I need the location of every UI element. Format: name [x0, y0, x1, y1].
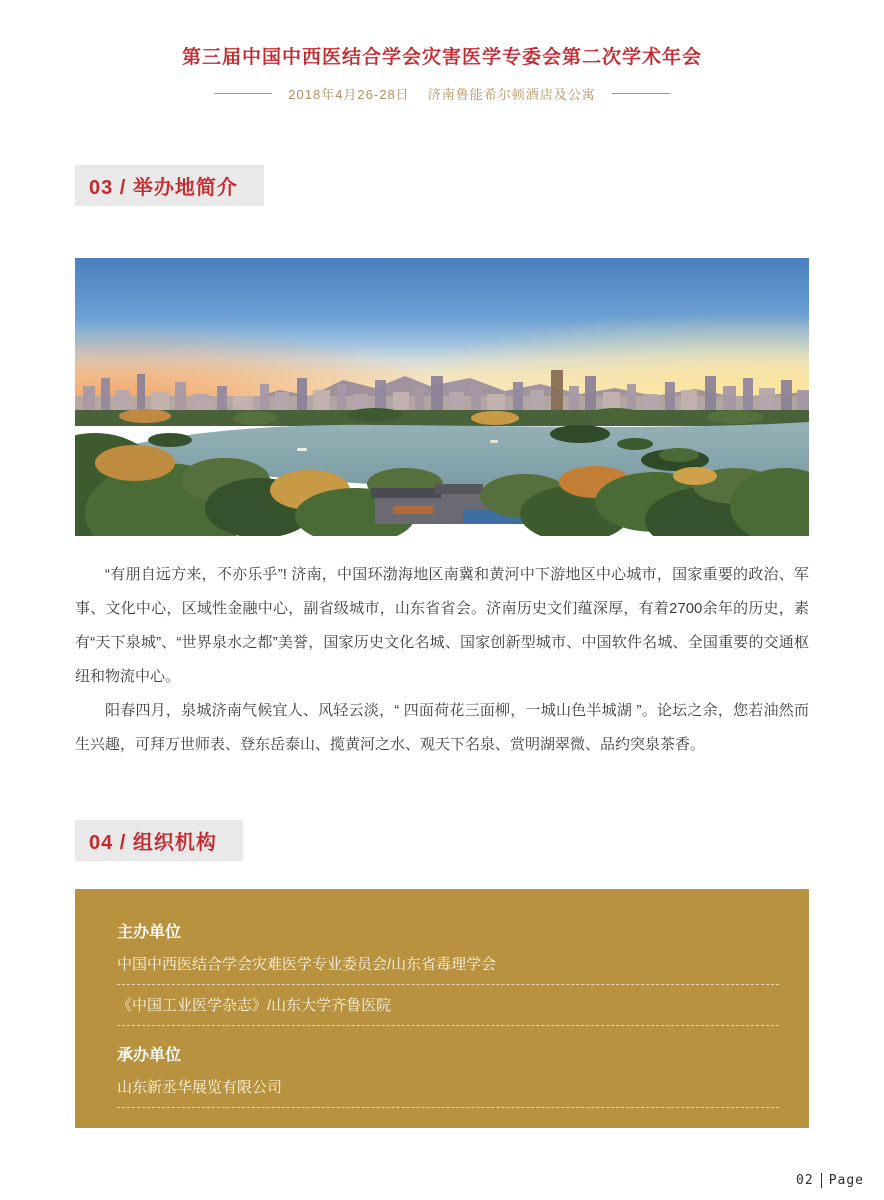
organization-box [75, 889, 809, 1128]
page-label: Page [828, 1173, 864, 1188]
section-title: 举办地简介 [132, 177, 238, 199]
intro-paragraph-1: “有朋自远方来，不亦乐乎”! 济南，中国环渤海地区南冀和黄河中下游地区中心城市，国家重要的政治、军事、文化中心，区域性金融中心，副省级城市，山东省省会。济南历史文们蕴深厚，有着2700余年的历史，素有“天下泉城”、“世界泉水之都”美誉，国家历史文化名城、国家创新型城市、中国软件名城、全国重要的交通枢纽和物流中心。 [75, 566, 809, 685]
conference-venue: 济南鲁能希尔顿酒店及公寓 [427, 87, 596, 102]
section-heading-location [75, 165, 264, 206]
host-label: 主办单位 [117, 924, 182, 941]
page-footer [796, 1173, 864, 1188]
jinan-cityscape-photo [75, 258, 809, 536]
left-rule [214, 93, 272, 94]
intro-paragraph-2: 阳春四月，泉城济南气候宜人、风轻云淡，“ 四面荷花三面柳，一城山色半城湖 ”。论坛之余，您若油然而生兴趣，可拜万世师表、登东岳泰山、揽黄河之水、观天下名泉、赏明湖翠微、品约突泉茶香。 [75, 702, 809, 753]
page-number: 02 [796, 1173, 814, 1188]
content-column [75, 103, 809, 1128]
organizer-item: 山东新丞华展览有限公司 [117, 1067, 779, 1108]
section-divider: / [113, 832, 133, 854]
right-rule [612, 93, 670, 94]
conference-date-venue [0, 84, 884, 103]
host-item: 中国中西医结合学会灾难医学专业委员会/山东省毒理学会 [117, 944, 779, 985]
location-intro-text [75, 558, 809, 762]
section-number: 04 [89, 832, 114, 854]
section-number: 03 [89, 177, 114, 199]
conference-date: 2018年4月26-28日 [288, 87, 410, 102]
section-title: 组织机构 [132, 832, 217, 854]
section-heading-organization [75, 820, 243, 861]
footer-divider [821, 1173, 822, 1188]
page-header [0, 0, 884, 103]
organizer-label: 承办单位 [117, 1047, 182, 1064]
section-divider: / [113, 177, 133, 199]
conference-title: 第三届中国中西医结合学会灾害医学专委会第二次学术年会 [181, 47, 702, 68]
host-item: 《中国工业医学杂志》/山东大学齐鲁医院 [117, 985, 779, 1026]
